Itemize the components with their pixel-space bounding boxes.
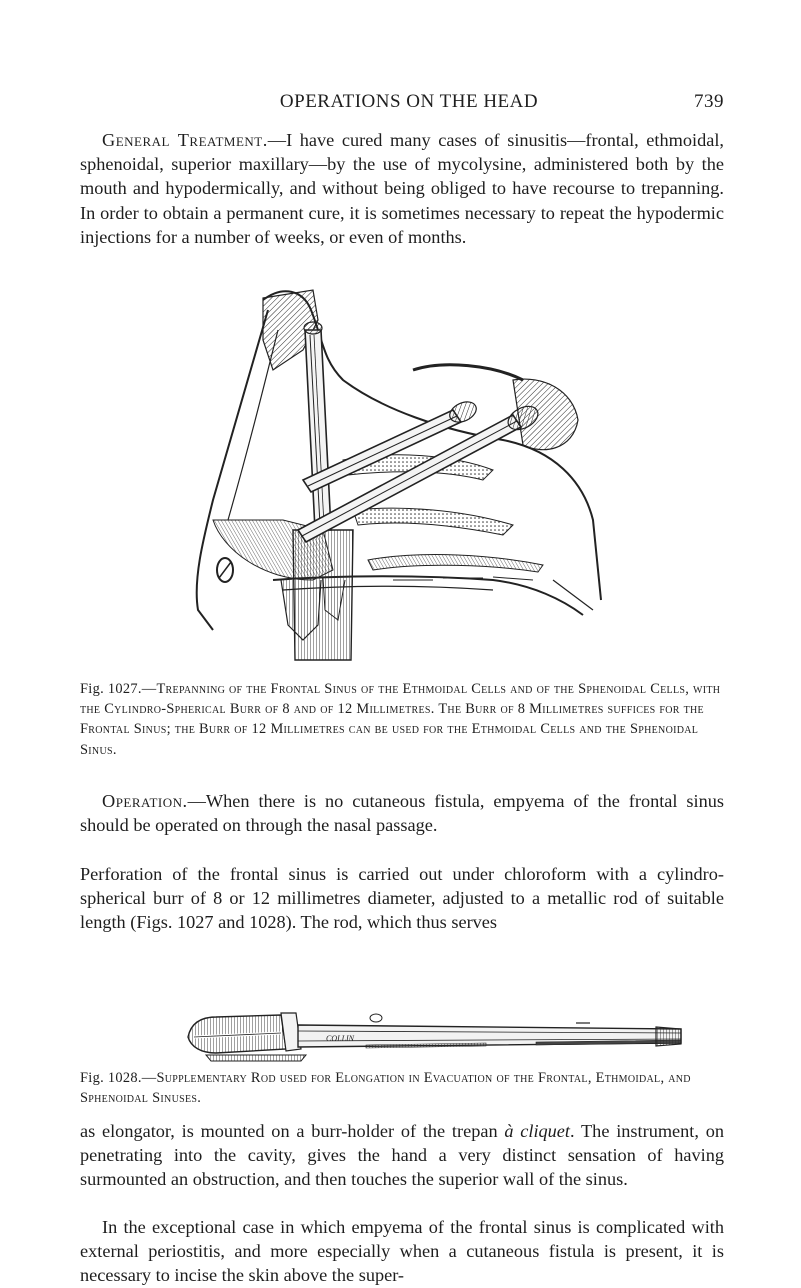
elongator-text-italic: à cliquet xyxy=(504,1121,571,1141)
page-number: 739 xyxy=(694,91,724,112)
figure-1027-label: Fig. 1027. xyxy=(80,681,142,697)
running-head-title: OPERATIONS ON THE HEAD xyxy=(279,91,539,112)
figure-1027-caption xyxy=(80,679,724,760)
figure-1027-illustration xyxy=(193,280,606,665)
figure-1028-caption xyxy=(80,1068,724,1108)
perforation-text: Perforation of the frontal sinus is carried out under chloroform with a cylindro-spherical burr of 8 or 12 millimetres diameter, adjusted to a metallic rod of suitable length (Figs. 1027 and 1028). The rod, which thus serves xyxy=(80,864,724,933)
figure-1028-illustration xyxy=(186,1009,684,1064)
elongator-paragraph xyxy=(80,1119,724,1192)
rod-engraving: COLLIN xyxy=(326,1034,355,1043)
figure-1028-label: Fig. 1028. xyxy=(80,1070,142,1086)
figure-1027-caption-text: —Trepanning of the Frontal Sinus of the Ethmoidal Cells and of the Sphenoidal Cells, with the Cylindro-Spherical Burr of 8 and of 12 Millimetres. The Burr of 8 Millimetres suffices for the Frontal Sinus; the Burr of 12 Millimetres can be used for the Ethmoidal Cells and the Sphenoidal Sinus. xyxy=(80,681,721,758)
elongation-rod-diagram xyxy=(186,1009,684,1064)
burr-instrument-oblique-upper xyxy=(303,398,479,492)
elongator-text-a: as elongator, is mounted on a burr-holder of the trepan xyxy=(80,1121,505,1141)
general-treatment-paragraph xyxy=(80,128,724,249)
running-head xyxy=(80,91,724,115)
operation-paragraph xyxy=(80,789,724,837)
operation-text: —When there is no cutaneous fistula, empyema of the frontal sinus should be operated on through the nasal passage. xyxy=(80,791,724,836)
general-treatment-text: —I have cured many cases of sinusitis—frontal, ethmoidal, sphenoidal, superior maxillary—by the use of mycolysine, administered both by the mouth and hypodermically, and without being obliged to have recourse to trepanning. In order to obtain a permanent cure, it is sometimes necessary to repeat the hypodermic injections for a number of weeks, or even of months. xyxy=(80,130,724,247)
burr-instrument-vertical xyxy=(293,322,353,660)
trepanning-diagram xyxy=(193,280,606,665)
perforation-paragraph xyxy=(80,862,724,935)
exceptional-case-text: In the exceptional case in which empyema of the frontal sinus is complicated with external periostitis, and more especially when a cutaneous fistula is present, it is necessary to incise the skin above the super- xyxy=(80,1217,724,1286)
figure-1028-caption-text: —Supplementary Rod used for Elongation in Evacuation of the Frontal, Ethmoidal, and Sphenoidal Sinuses. xyxy=(80,1070,691,1107)
section-lead-general-treatment: General Treatment. xyxy=(102,130,268,150)
section-lead-operation: Operation. xyxy=(102,791,188,811)
elongator-text-b: . The instrument, on penetrating into the cavity, gives the hand a very distinct sensation of having surmounted an obstruction, and then touches the superior wall of the sinus. xyxy=(80,1121,724,1190)
exceptional-case-paragraph xyxy=(80,1215,724,1288)
